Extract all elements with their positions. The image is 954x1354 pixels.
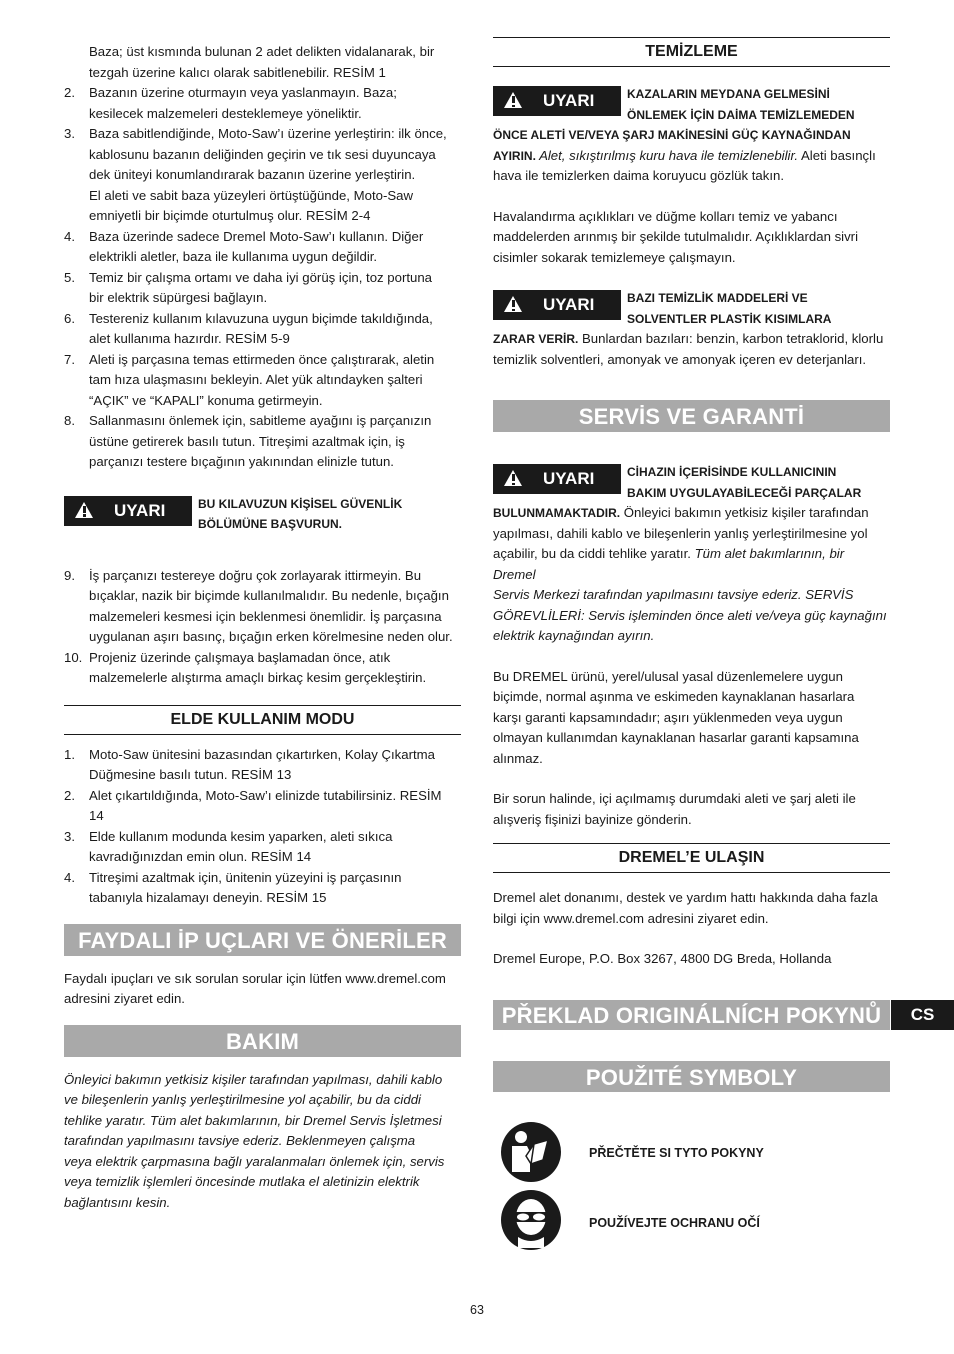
list-item-text: üstüne getirerek basılı tutun. Titreşimi azaltmak için, iş	[89, 433, 405, 449]
list-item-text: tam hıza ulaşmasını bekleyin. Alet yük altındayken şalteri	[89, 372, 423, 387]
service-warranty-heading: SERVİS VE GARANTİ	[493, 400, 890, 432]
text-line: Önleyici bakımın yetkisiz kişiler tarafından yapılması, dahili kablo	[64, 1071, 443, 1087]
list-item-text: Projeniz üzerinde çalışmaya başlamadan önce, atık	[89, 649, 391, 665]
text-line: alınmaz.	[493, 750, 543, 766]
warning-triangle-icon	[504, 92, 522, 108]
symbol-row-eye-protection	[493, 1190, 890, 1256]
warning-badge: UYARI	[64, 496, 192, 526]
list-item-text: uygulanan aşırı basınç, bıçağın erken körelmesine neden olur.	[89, 629, 453, 644]
list-item-number: 3.	[64, 828, 75, 844]
warning-triangle-icon	[504, 296, 522, 312]
list-item	[64, 124, 461, 227]
warning-triangle-icon	[75, 502, 93, 518]
tips-text: Faydalı ipuçları ve sık sorulan sorular için lütfen www.dremel.com adresini ziyaret edin.	[64, 970, 446, 1006]
list-item-text: malzemeleri kesmesi için beklenmesi önemlidir. İş parçasına	[89, 608, 442, 624]
list-item-text: Temiz bir çalışma ortamı ve daha iyi görüş için, toz portuna	[89, 269, 433, 285]
list-item	[64, 411, 461, 473]
text-line: karşı garanti kapsamındadır; aşırı yüklenmeden veya uygun	[493, 709, 843, 725]
list-item-text: İş parçanızı testereye doğru çok zorlayarak ittirmeyin. Bu	[89, 567, 422, 583]
list-item	[64, 827, 461, 868]
translation-heading: PŘEKLAD ORIGINÁLNÍCH POKYNŮ	[493, 1000, 890, 1030]
list-item-text: Titreşimi azaltmak için, ünitenin yüzeyini iş parçasının	[89, 869, 402, 885]
list-item	[64, 566, 461, 648]
step-1-continuation: Baza; üst kısmında bulunan 2 adet delikten vidalanarak, bir tezgah üzerine kalıcı olarak sabitlenebilir. RESİM 1	[89, 44, 435, 80]
list-item-text: dek üniteyi konumlandırarak bazanın üzerine yerleştirin.	[89, 167, 416, 182]
list-item-text: malzemelerle alıştırma amaçlı birkaç kesim gerçekleştirin.	[89, 670, 427, 685]
text-line: tarafından yapılmasını tavsiye ederiz. Beklenmeyen çalışma	[64, 1133, 416, 1148]
list-item-number: 2.	[64, 787, 75, 803]
list-item-text: El aleti ve sabit baza yüzeyleri örtüştüğünde, Moto-Saw	[89, 187, 413, 203]
warning-triangle-icon	[504, 470, 522, 486]
warning-badge: UYARI	[493, 86, 621, 116]
text-line: ve bileşenlerin yanlış yerleştirilmesine yol açabilir, bu da ciddi	[64, 1092, 421, 1107]
text-line: olmayan kullanımdan kaynaklanan hasarlar garanti kapsamına	[493, 730, 859, 745]
symbol-label: POUŽÍVEJTE OCHRANU OČÍ	[589, 1216, 760, 1230]
text-line: veya temizlik işlemleri öncesinde mutlaka el aletinizin elektrik	[64, 1174, 420, 1189]
warning-solvents: UYARI BAZI TEMİZLİK MADDELERİ VE SOLVENTLER PLASTİK KISIMLARA ZARAR VERİR. Bunlardan bazıları: benzin, karbon tetraklorid, klorlu temizlik solventleri, amonyak ve amonyak içeren ev deterjanları.	[493, 291, 884, 367]
list-item-text: bıçaklar, nazik bir biçimde kullanılmalıdır. Bu nedenle, bıçağın	[89, 588, 449, 603]
list-item-text: tabanıyla hizalamayı deneyin. RESİM 15	[89, 890, 327, 905]
list-item-number: 1.	[64, 746, 75, 762]
text-line: biçimde, normal aşınma ve eskimeden kaynaklanan hasarlara	[493, 689, 855, 704]
list-item	[64, 309, 461, 350]
list-item-number: 2.	[64, 85, 75, 100]
list-item	[64, 268, 461, 309]
list-item-text: elektrikli aletler, baza ile kullanıma uygun değildir.	[89, 249, 378, 264]
contact-text: Dremel alet donanımı, destek ve yardım hattı hakkında daha fazla bilgi için www.dremel.com adresini ziyaret edin.	[493, 890, 878, 926]
list-item	[64, 227, 461, 268]
assembly-steps-list	[64, 83, 461, 473]
warning-personal-safety: UYARI BU KILAVUZUN KİŞİSEL GÜVENLİK BÖLÜMÜNE BAŞVURUN.	[64, 494, 461, 554]
list-item-text: kesilecek malzemeleri desteklemeye yöneliktir.	[89, 105, 362, 121]
contact-heading: DREMEL’E ULAŞIN	[493, 843, 890, 873]
list-item-number: 5.	[64, 269, 75, 285]
list-item	[64, 83, 461, 124]
list-item	[64, 786, 461, 827]
list-item-text: kablosunu bazanın deliğinden geçirin ve tık sesi duyuncaya	[89, 146, 436, 162]
symbol-row-read-manual	[493, 1122, 890, 1188]
text-line: veya elektrik çarpmasına bağlı yaralanmaları önlemek için, servis	[64, 1153, 445, 1169]
text-line: bağlantısını kesin.	[64, 1194, 171, 1210]
cleaning-heading: TEMİZLEME	[493, 37, 890, 67]
list-item-text: Sallanmasını önlemek için, sabitleme ayağını iş parçanızın	[89, 413, 432, 428]
list-item-number: 4.	[64, 228, 75, 244]
list-item-text: emniyetli bir biçimde oturtulmuş olur. RESİM 2-4	[89, 208, 371, 223]
symbol-label: PŘEČTĚTE SI TYTO POKYNY	[589, 1146, 764, 1160]
list-item-number: 9.	[64, 567, 75, 583]
warning-no-user-parts: UYARI CİHAZIN İÇERİSİNDE KULLANICININ BAKIM UYGULAYABİLECEĞİ PARÇALAR BULUNMAMAKTADIR. Önleyici bakımın yetkisiz kişiler tarafından yapılması, dahili kablo ve bileşenlerin yanlış yerleştirilmesine yol açabilir, bu da ciddi tehlike yaratır. Tüm alet bakımlarının, bir Dremel Servis Merkezi tarafından yapılmasını tavsiye ederiz. SERVİS GÖREVLİLERİ: Servis işleminden önce aleti ve/veya güç kaynağını elektrik kaynağından ayırın.	[493, 465, 887, 643]
list-item-text: bir elektrik süpürgesi bağlayın.	[89, 290, 268, 305]
symbols-list	[493, 1122, 890, 1256]
eye-protection-icon	[501, 1190, 561, 1250]
list-item	[64, 350, 461, 412]
warning-cleaning: UYARI KAZALARIN MEYDANA GELMESİNİ ÖNLEMEK İÇİN DAİMA TEMİZLEMEDEN ÖNCE ALETİ VE/VEYA ŞARJ MAKİNESİNİ GÜÇ KAYNAĞINDAN AYIRIN. Alet, sıkıştırılmış kuru hava ile temizlenebilir. Aleti basınçlı hava ile temizlerken daima koruyucu gözlük takın.	[493, 87, 876, 183]
list-item-text: Alet çıkartıldığında, Moto-Saw’ı elinizde tutabilirsiniz. RESİM	[89, 787, 442, 803]
list-item-text: 14	[89, 808, 104, 823]
language-tag: CS	[891, 1000, 954, 1030]
warranty-text	[493, 667, 890, 770]
list-item-text: kavradığınızdan emin olun. RESİM 14	[89, 849, 312, 864]
list-item	[64, 648, 461, 689]
handheld-steps-list	[64, 745, 461, 909]
list-item-text: Düğmesine basılı tutun. RESİM 13	[89, 767, 292, 782]
list-item-number: 7.	[64, 351, 75, 367]
list-item-text: Baza sabitlendiğinde, Moto-Saw’ı üzerine yerleştirin: ilk önce,	[89, 126, 447, 141]
list-item	[64, 868, 461, 909]
page-number: 63	[470, 1303, 484, 1317]
list-item-number: 10.	[64, 649, 83, 665]
list-item-text: parçanızı testere bıçağının yakınından elinizle tutun.	[89, 454, 394, 469]
list-item-text: “AÇIK” ve “KAPALI” konuma getirmeyin.	[89, 392, 323, 408]
text-line: Bu DREMEL ürünü, yerel/ulusal yasal düzenlemelere uygun	[493, 668, 843, 684]
maintenance-text	[64, 1070, 461, 1214]
text-line: tehlike yaratır. Tüm alet bakımlarının, bir Dremel Servis İşletmesi	[64, 1112, 442, 1128]
list-item-text: Bazanın üzerine oturmayın veya yaslanmayın. Baza;	[89, 85, 397, 100]
handheld-mode-heading: ELDE KULLANIM MODU	[64, 705, 461, 735]
warning-badge: UYARI	[493, 464, 621, 494]
list-item-number: 6.	[64, 310, 75, 326]
read-manual-icon	[501, 1122, 561, 1182]
tips-heading: FAYDALI İP UÇLARI VE ÖNERİLER	[64, 924, 461, 956]
list-item-number: 8.	[64, 413, 75, 428]
list-item	[64, 745, 461, 786]
problem-text: Bir sorun halinde, içi açılmamış durumdaki aleti ve şarj aleti ile alışveriş fişinizi bayinize gönderin.	[493, 791, 856, 827]
warning-badge: UYARI	[493, 290, 621, 320]
list-item-text: Testereniz kullanım kılavuzuna uygun biçimde takıldığında,	[89, 310, 433, 326]
list-item-text: alet kullanıma hazırdır. RESİM 5-9	[89, 331, 290, 346]
list-item-text: Moto-Saw ünitesini bazasından çıkartırken, Kolay Çıkartma	[89, 746, 435, 762]
usage-steps-list	[64, 566, 461, 689]
left-column	[64, 42, 461, 1213]
symbols-heading: POUŽITÉ SYMBOLY	[493, 1061, 890, 1092]
maintenance-heading: BAKIM	[64, 1025, 461, 1057]
list-item-text: Elde kullanım modunda kesim yaparken, aleti sıkıca	[89, 828, 393, 844]
list-item-number: 3.	[64, 126, 75, 141]
ventilation-text: Havalandırma açıklıkları ve düğme kolları temiz ve yabancı maddelerden arınmış bir şekilde tutulmalıdır. Açıklıklardan sivri cisimler sokarak temizlemeye çalışmayın.	[493, 208, 859, 265]
list-item-text: Baza üzerinde sadece Dremel Moto-Saw’ı kullanın. Diğer	[89, 228, 424, 244]
list-item-number: 4.	[64, 869, 75, 885]
list-item-text: Aleti iş parçasına temas ettirmeden önce çalıştırarak, aletin	[89, 351, 435, 367]
address-text: Dremel Europe, P.O. Box 3267, 4800 DG Breda, Hollanda	[493, 951, 832, 966]
right-column	[493, 37, 890, 970]
